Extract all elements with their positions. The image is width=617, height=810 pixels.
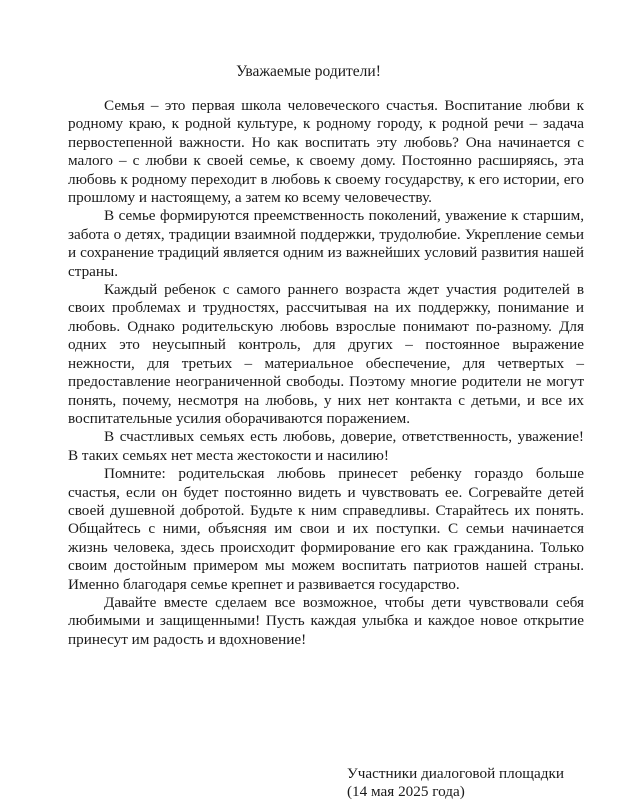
document-body [68, 97, 584, 649]
paragraph-happy-families: В счастливых семьях есть любовь, доверие, ответственность, уважение! В таких семьях нет места жестокости и насилию! [68, 428, 584, 464]
signature-participants: Участники диалоговой площадки [347, 765, 564, 782]
paragraph-generations: В семье формируются преемственность поколений, уважение к старшим, забота о детях, традиции взаимной поддержки, трудолюбие. Укрепление семьи и сохранение традиций является одним из важнейших условий развития нашей страны. [68, 207, 584, 280]
paragraph-parental-love: Каждый ребенок с самого раннего возраста ждет участия родителей в своих проблемах и трудностях, рассчитывая на их поддержку, понимание и любовь. Однако родительскую любовь взрослые понимают по-разному. Для одних это неусыпный контроль, для других – постоянное выражение нежности, для третьих – материальное обеспечение, для четвертых – предоставление неограниченной свободы. Поэтому многие родители не могут понять, почему, несмотря на любовь, у них нет контакта с детьми, и все их воспитательные усилия оборачиваются поражением. [68, 281, 584, 427]
paragraph-family-school: Семья – это первая школа человеческого счастья. Воспитание любви к родному краю, к родной культуре, к родному городу, к родной речи – задача первостепенной важности. Но как воспитать эту любовь? Она начинается с малого – с любви к своей семье, к своему дому. Постоянно расширяясь, эта любовь к родному переходит в любовь к своему государству, к его истории, его прошлому и настоящему, а затем ко всему человечеству. [68, 97, 584, 207]
signature-date: (14 мая 2025 года) [347, 783, 465, 800]
signature-block [347, 765, 609, 801]
paragraph-remember: Помните: родительская любовь принесет ребенку гораздо больше счастья, если он будет постоянно видеть и чувствовать ее. Согревайте детей своей душевной добротой. Будьте к ним справедливы. Старайтесь их понять. Общайтесь с ними, объясняя им свои и их поступки. С семьи начинается жизнь человека, здесь происходит формирование его как гражданина. Только своим достойным примером мы можем воспитать патриотов нашей страны. Именно благодаря семье крепнет и развивается государство. [68, 465, 584, 593]
paragraph-closing-appeal: Давайте вместе сделаем все возможное, чтобы дети чувствовали себя любимыми и защищенными! Пусть каждая улыбка и каждое новое открытие принесут им радость и вдохновение! [68, 593, 584, 648]
document-title: Уважаемые родители! [236, 63, 381, 80]
